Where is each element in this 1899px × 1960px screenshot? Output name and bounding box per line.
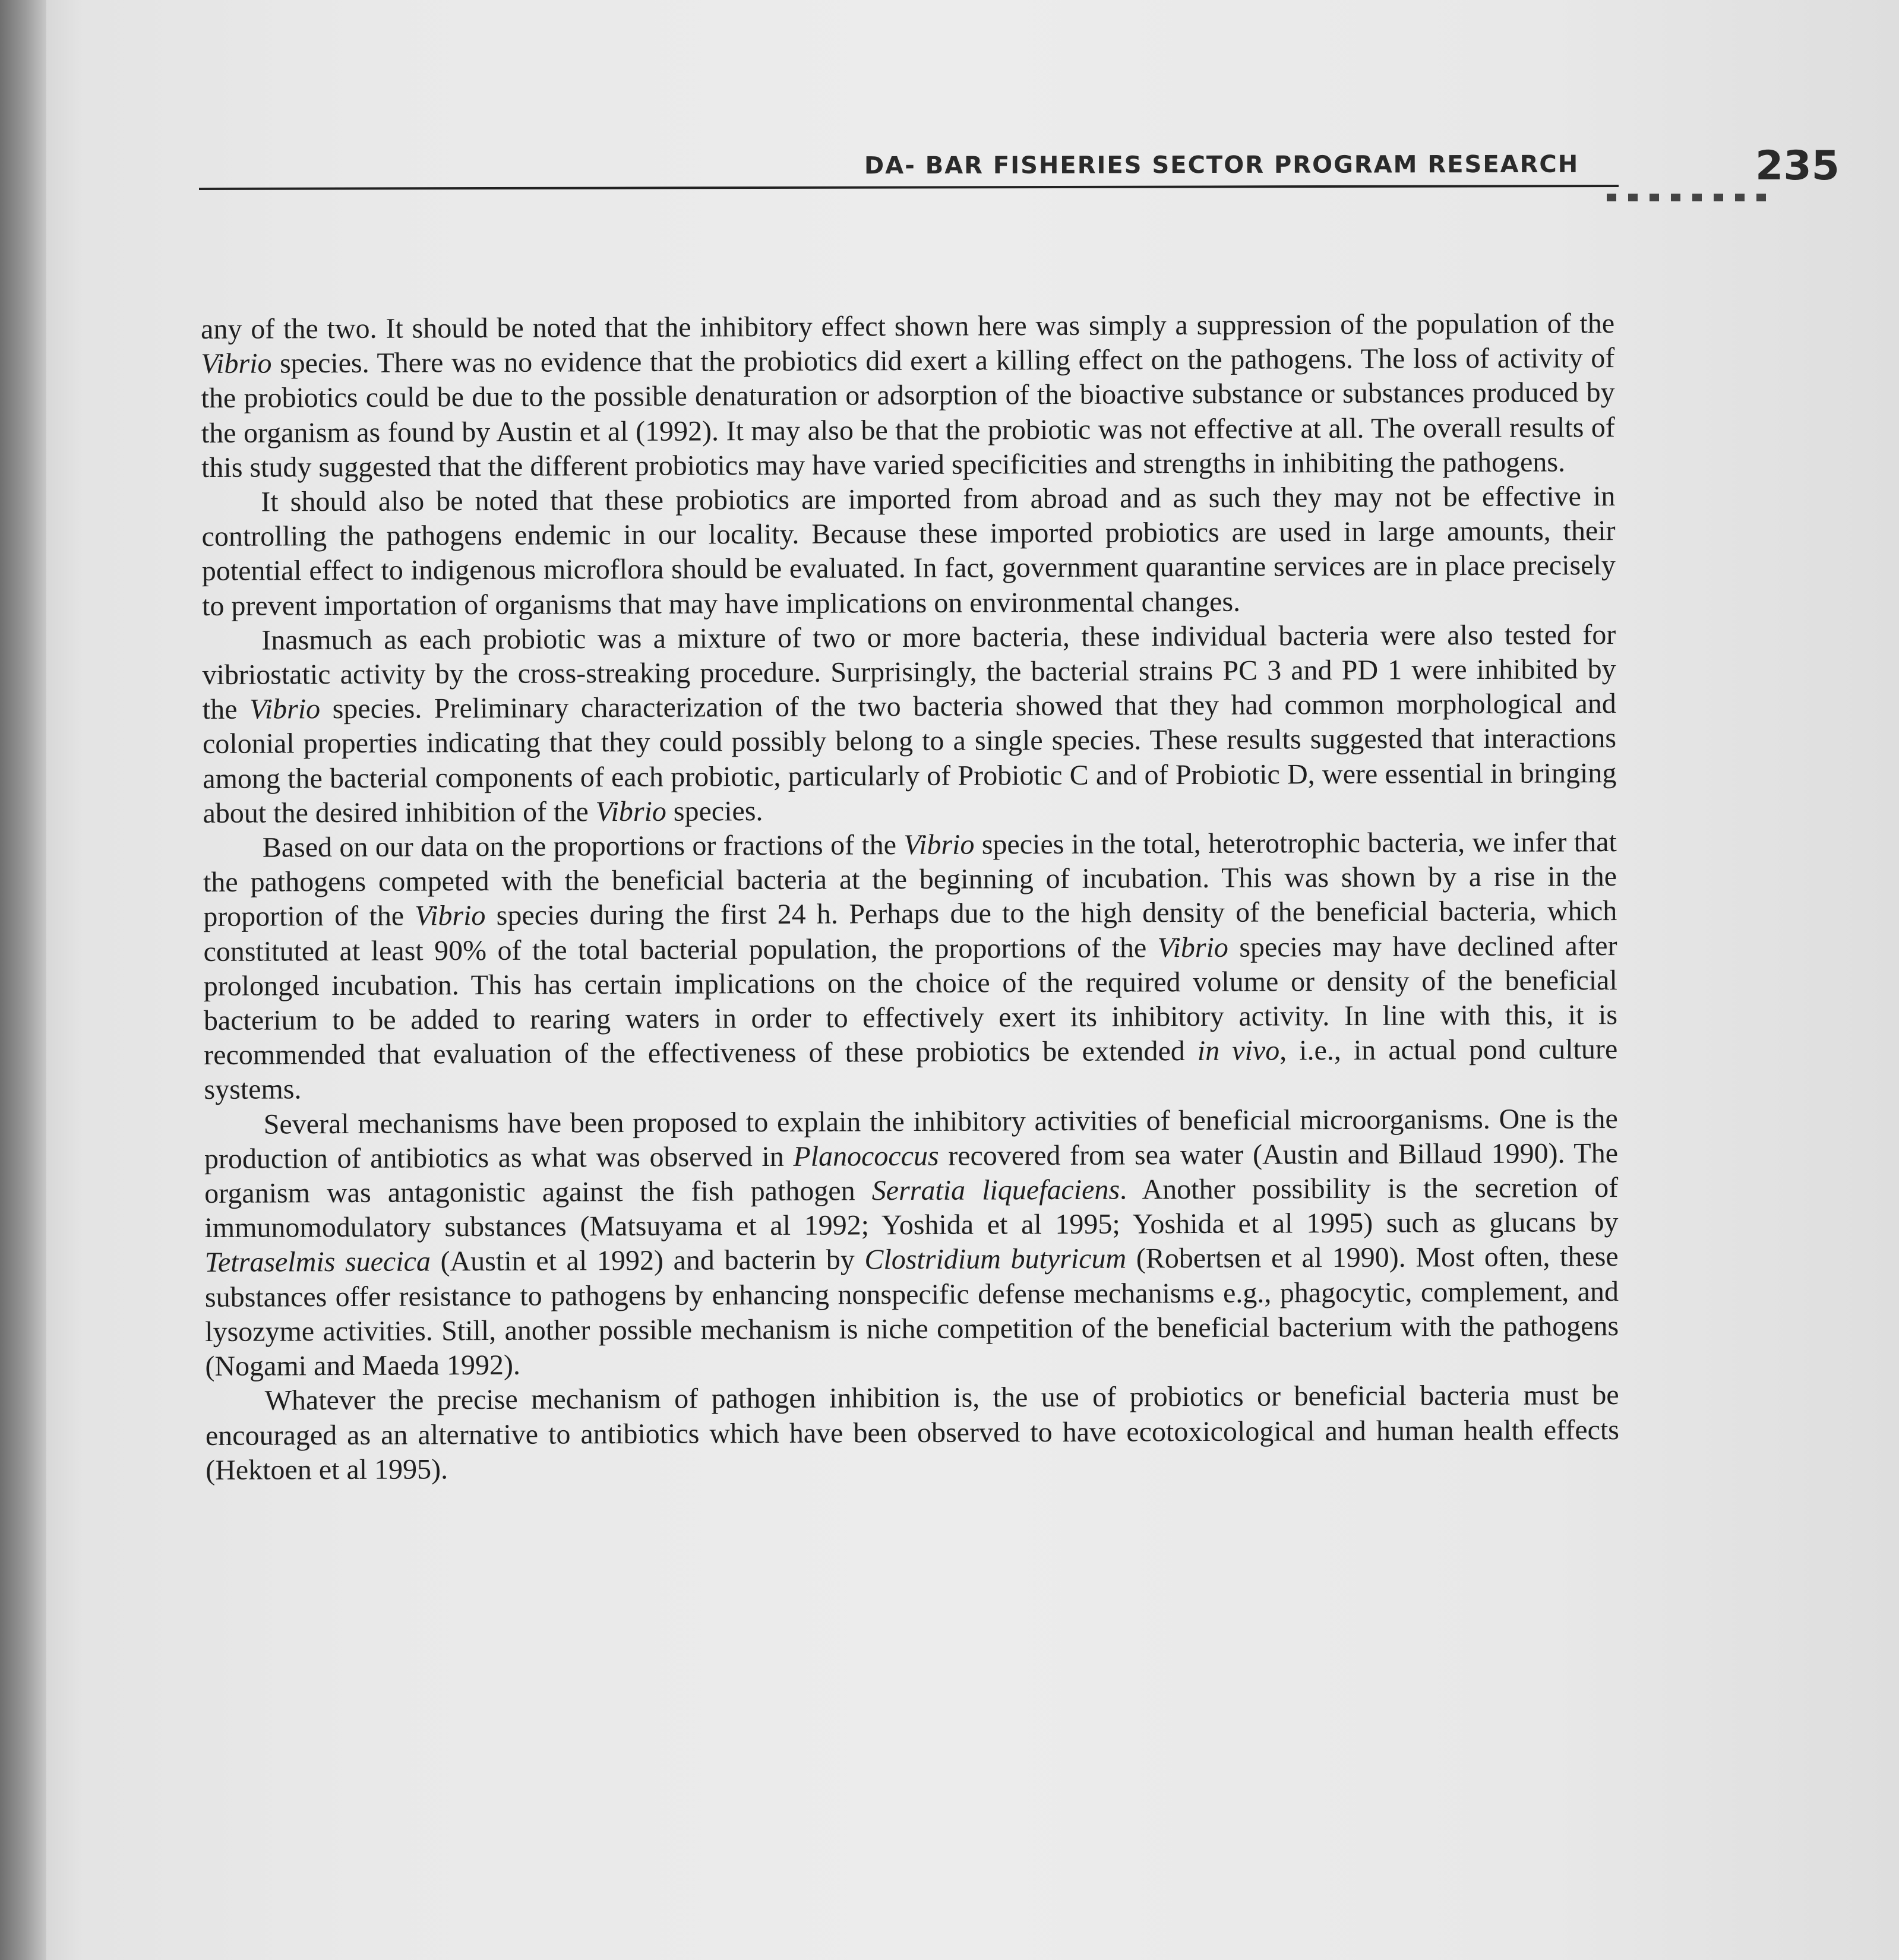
body-text (201, 306, 1619, 1488)
paragraph-5: Several mechanisms have been proposed to explain the inhibitory activities of beneficial microorganisms. One is the production of antibiotics as what was observed in Planococcus recovered from sea water (Austin and Billaud 1990). The organism was antagonistic against the fish pathogen Serratia liquefaciens. Another possibility is the secretion of immunomodulatory substances (Matsuyama et al 1992; Yoshida et al 1995; Yoshida et al 1995) such as glucans by Tetraselmis suecica (Austin et al 1992) and bacterin by Clostridium butyricum (Robertsen et al 1990). Most often, these substances offer resistance to pathogens by enhancing nonspecific defense mechanisms e.g., phagocytic, complement, and lysozyme activities. Still, another possible mechanism is niche competition of the beneficial bacterium with the pathogens (Nogami and Maeda 1992). (204, 1102, 1619, 1383)
paragraph-6: Whatever the precise mechanism of pathogen inhibition is, the use of probiotics or beneficial bacteria must be encouraged as an alternative to antibiotics which have been observed to have ecotoxicological and human health effects (Hektoen et al 1995). (205, 1379, 1620, 1486)
paragraph-1: any of the two. It should be noted that the inhibitory effect shown here was simply a suppression of the population of the Vibrio species. There was no evidence that the probiotics did exert a killing effect on the pathogens. The loss of activity of the probiotics could be due to the possible denaturation or adsorption of the bioactive substance or substances produced by the organism as found by Austin et al (1992). It may also be that the probiotic was not effective at all. The overall results of this study suggested that the different probiotics may have varied specificities and strengths in inhibiting the pathogens. (201, 308, 1615, 483)
page-number: 235 (1755, 143, 1840, 189)
header-square-ornament (1607, 194, 1766, 201)
book-spine-shadow (0, 0, 46, 1960)
paragraph-2: It should also be noted that these probiotics are imported from abroad and as such they may not be effective in controlling the pathogens endemic in our locality. Because these imported probiotics are used in large amounts, their potential effect to indigenous microflora should be evaluated. In fact, government quarantine services are in place precisely to prevent importation of organisms that may have implications on environmental changes. (201, 480, 1616, 622)
header-rule (199, 185, 1619, 190)
paragraph-4: Based on our data on the proportions or fractions of the Vibrio species in the total, heterotrophic bacteria, we infer that the pathogens competed with the beneficial bacteria at the beginning of incubation. This was shown by a rise in the proportion of the Vibrio species during the first 24 h. Perhaps due to the high density of the beneficial bacteria, which constituted at least 90% of the total bacterial population, the proportions of the Vibrio species may have declined after prolonged incubation. This has certain implications on the choice of the required volume or density of the beneficial bacterium to be added to rearing waters in order to effectively exert its inhibitory activity. In line with this, it is recommended that evaluation of the effectiveness of these probiotics be extended in vivo, i.e., in actual pond culture systems. (203, 826, 1618, 1106)
running-head: DA- BAR FISHERIES SECTOR PROGRAM RESEARCH (864, 150, 1579, 180)
paragraph-3: Inasmuch as each probiotic was a mixture of two or more bacteria, these individual bacteria were also tested for vibriostatic activity by the cross-streaking procedure. Surprisingly, the bacterial strains PC 3 and PD 1 were inhibited by the Vibrio species. Preliminary characterization of the two bacteria showed that they had common morphological and colonial properties indicating that they could possibly belong to a single species. These results suggested that interactions among the bacterial components of each probiotic, particularly of Probiotic C and of Probiotic D, were essential in bringing about the desired inhibition of the Vibrio species. (202, 618, 1617, 829)
